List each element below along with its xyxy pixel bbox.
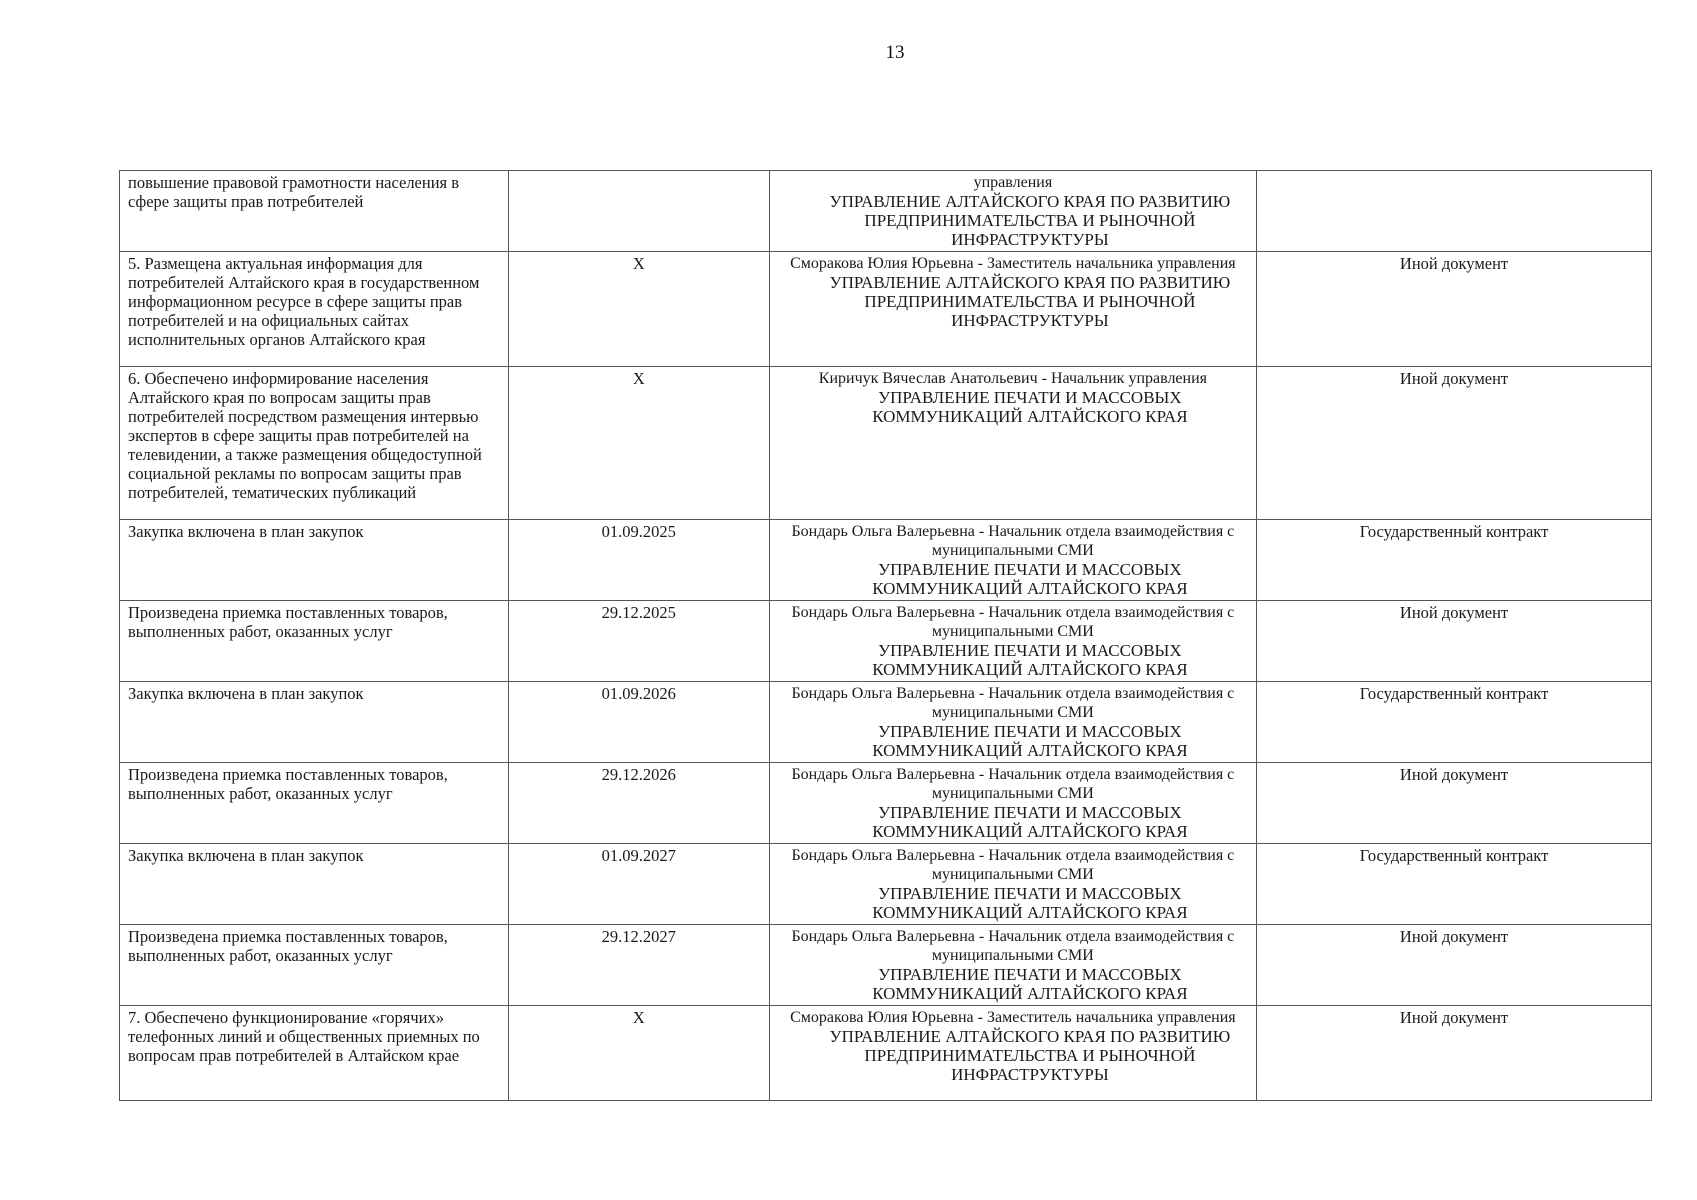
table-row — [120, 601, 1652, 682]
responsible-org: УПРАВЛЕНИЕ АЛТАЙСКОГО КРАЯ ПО РАЗВИТИЮ ПРЕДПРИНИМАТЕЛЬСТВА И РЫНОЧНОЙ ИНФРАСТРУКТУРЫ — [829, 273, 1231, 330]
date-cell: 29.12.2026 — [508, 763, 769, 844]
responsible-org: УПРАВЛЕНИЕ АЛТАЙСКОГО КРАЯ ПО РАЗВИТИЮ ПРЕДПРИНИМАТЕЛЬСТВА И РЫНОЧНОЙ ИНФРАСТРУКТУРЫ — [829, 1027, 1231, 1084]
document-type-cell: Иной документ — [1257, 1006, 1652, 1101]
date-cell: 01.09.2026 — [508, 682, 769, 763]
document-type-cell: Государственный контракт — [1257, 682, 1652, 763]
responsible-org: УПРАВЛЕНИЕ ПЕЧАТИ И МАССОВЫХ КОММУНИКАЦИЙ АЛТАЙСКОГО КРАЯ — [872, 641, 1188, 679]
table-row — [120, 252, 1652, 367]
responsible-cell — [769, 763, 1256, 844]
responsible-cell — [769, 1006, 1256, 1101]
document-type-cell: Иной документ — [1257, 925, 1652, 1006]
responsible-person: Бондарь Ольга Валерьевна - Начальник отдела взаимодействия с муниципальными СМИ — [791, 847, 1235, 883]
document-type-cell — [1257, 171, 1652, 252]
responsible-cell — [769, 367, 1256, 520]
responsible-cell — [769, 252, 1256, 367]
responsible-org: УПРАВЛЕНИЕ ПЕЧАТИ И МАССОВЫХ КОММУНИКАЦИЙ АЛТАЙСКОГО КРАЯ — [872, 965, 1188, 1003]
date-cell: X — [508, 252, 769, 367]
responsible-person: Бондарь Ольга Валерьевна - Начальник отдела взаимодействия с муниципальными СМИ — [791, 766, 1235, 802]
responsible-cell — [769, 925, 1256, 1006]
result-cell: 6. Обеспечено информирование населения Алтайского края по вопросам защиты прав потребителей посредством размещения интервью экспертов в сфере защиты прав потребителей на телевидении, а также размещения общедоступной социальной рекламы по вопросам защиты прав потребителей, тематических публикаций — [120, 367, 509, 520]
date-cell — [508, 171, 769, 252]
document-type-cell: Иной документ — [1257, 252, 1652, 367]
responsible-person: Киричук Вячеслав Анатольевич - Начальник управления — [818, 370, 1208, 387]
date-cell: X — [508, 1006, 769, 1101]
responsible-org: УПРАВЛЕНИЕ АЛТАЙСКОГО КРАЯ ПО РАЗВИТИЮ ПРЕДПРИНИМАТЕЛЬСТВА И РЫНОЧНОЙ ИНФРАСТРУКТУРЫ — [829, 192, 1231, 249]
date-cell: 01.09.2027 — [508, 844, 769, 925]
result-cell: Закупка включена в план закупок — [120, 520, 509, 601]
date-cell: 29.12.2025 — [508, 601, 769, 682]
date-cell: 29.12.2027 — [508, 925, 769, 1006]
table-row — [120, 682, 1652, 763]
table-row — [120, 763, 1652, 844]
document-type-cell: Государственный контракт — [1257, 520, 1652, 601]
table-row — [120, 520, 1652, 601]
result-cell: Произведена приемка поставленных товаров, выполненных работ, оказанных услуг — [120, 763, 509, 844]
responsible-person: Сморакова Юлия Юрьевна - Заместитель начальника управления — [790, 255, 1236, 272]
responsible-org: УПРАВЛЕНИЕ ПЕЧАТИ И МАССОВЫХ КОММУНИКАЦИЙ АЛТАЙСКОГО КРАЯ — [872, 560, 1188, 598]
responsible-org: УПРАВЛЕНИЕ ПЕЧАТИ И МАССОВЫХ КОММУНИКАЦИЙ АЛТАЙСКОГО КРАЯ — [872, 803, 1188, 841]
responsible-person: Сморакова Юлия Юрьевна - Заместитель начальника управления — [790, 1009, 1236, 1026]
responsible-org: УПРАВЛЕНИЕ ПЕЧАТИ И МАССОВЫХ КОММУНИКАЦИЙ АЛТАЙСКОГО КРАЯ — [872, 884, 1188, 922]
table-row — [120, 925, 1652, 1006]
result-cell: Закупка включена в план закупок — [120, 844, 509, 925]
result-cell: Закупка включена в план закупок — [120, 682, 509, 763]
document-type-cell: Иной документ — [1257, 601, 1652, 682]
date-cell: X — [508, 367, 769, 520]
result-cell: 5. Размещена актуальная информация для потребителей Алтайского края в государственном информационном ресурсе в сфере защиты прав потребителей и на официальных сайтах исполнительных органов Алтайского края — [120, 252, 509, 367]
responsible-person: Бондарь Ольга Валерьевна - Начальник отдела взаимодействия с муниципальными СМИ — [791, 685, 1235, 721]
table-row — [120, 367, 1652, 520]
responsible-person: Бондарь Ольга Валерьевна - Начальник отдела взаимодействия с муниципальными СМИ — [791, 928, 1235, 964]
document-type-cell: Иной документ — [1257, 367, 1652, 520]
responsible-cell — [769, 171, 1256, 252]
date-cell: 01.09.2025 — [508, 520, 769, 601]
responsible-cell — [769, 520, 1256, 601]
result-cell: 7. Обеспечено функционирование «горячих» телефонных линий и общественных приемных по вопросам прав потребителей в Алтайском крае — [120, 1006, 509, 1101]
responsible-person: Бондарь Ольга Валерьевна - Начальник отдела взаимодействия с муниципальными СМИ — [791, 523, 1235, 559]
result-cell: Произведена приемка поставленных товаров, выполненных работ, оказанных услуг — [120, 925, 509, 1006]
responsible-org: УПРАВЛЕНИЕ ПЕЧАТИ И МАССОВЫХ КОММУНИКАЦИЙ АЛТАЙСКОГО КРАЯ — [872, 388, 1188, 426]
table-row — [120, 1006, 1652, 1101]
result-cell: повышение правовой грамотности населения в сфере защиты прав потребителей — [120, 171, 509, 252]
table-row — [120, 844, 1652, 925]
responsible-cell — [769, 682, 1256, 763]
result-cell: Произведена приемка поставленных товаров, выполненных работ, оказанных услуг — [120, 601, 509, 682]
control-points-table — [119, 170, 1652, 1101]
document-type-cell: Иной документ — [1257, 763, 1652, 844]
document-type-cell: Государственный контракт — [1257, 844, 1652, 925]
responsible-person: управления — [973, 174, 1053, 191]
responsible-cell — [769, 601, 1256, 682]
responsible-cell — [769, 844, 1256, 925]
page-number: 13 — [885, 42, 905, 63]
responsible-person: Бондарь Ольга Валерьевна - Начальник отдела взаимодействия с муниципальными СМИ — [791, 604, 1235, 640]
responsible-org: УПРАВЛЕНИЕ ПЕЧАТИ И МАССОВЫХ КОММУНИКАЦИЙ АЛТАЙСКОГО КРАЯ — [872, 722, 1188, 760]
table-row — [120, 171, 1652, 252]
